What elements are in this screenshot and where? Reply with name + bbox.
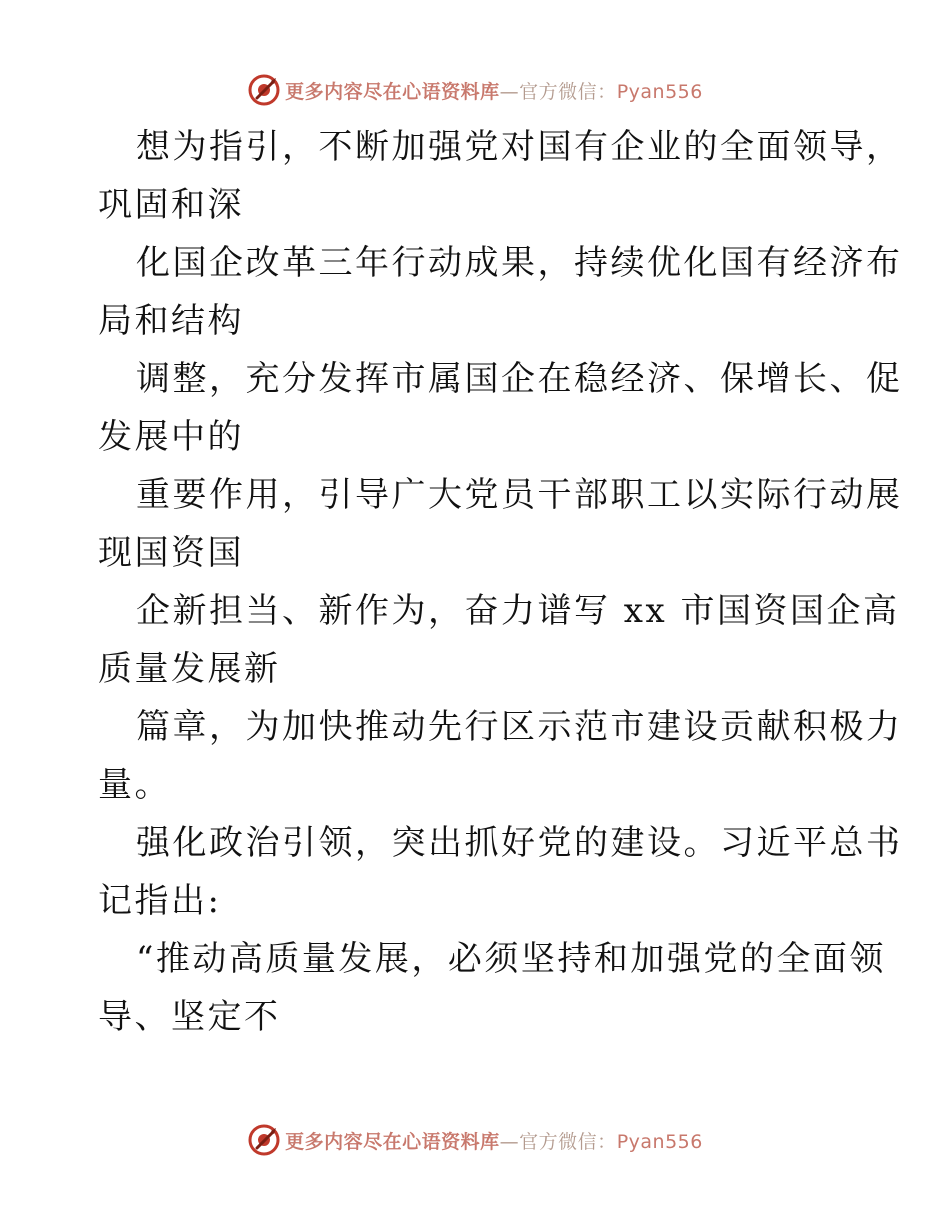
paragraph-line: 质量发展新 <box>98 649 281 689</box>
watermark-wechat-id: Pyan556 <box>616 80 703 103</box>
paragraph-line: 导、坚定不 <box>98 997 281 1037</box>
paragraph-line: 巩固和深 <box>98 185 244 225</box>
footer-watermark <box>0 1120 950 1160</box>
watermark-text <box>285 77 703 104</box>
paragraph <box>98 466 903 582</box>
paragraph <box>98 582 900 698</box>
paragraph-line: 记指出: <box>98 881 222 921</box>
paragraph-line: 调整，充分发挥市属国企在稳经济、保增长、促 <box>136 359 903 399</box>
brand-logo-icon <box>247 73 281 107</box>
paragraph <box>98 930 886 1046</box>
paragraph-line: 重要作用，引导广大党员干部职工以实际行动展 <box>136 475 903 515</box>
paragraph-line: 想为指引，不断加强党对国有企业的全面领导， <box>136 127 903 167</box>
watermark-wechat-id: Pyan556 <box>616 1130 703 1153</box>
paragraph-line: 化国企改革三年行动成果，持续优化国有经济布 <box>136 243 903 283</box>
watermark-dash-label: —官方微信： <box>499 80 617 103</box>
brand-logo-icon <box>247 1123 281 1157</box>
paragraph-line: 强化政治引领，突出抓好党的建设。习近平总书 <box>136 823 903 863</box>
paragraph <box>98 698 903 814</box>
paragraph <box>98 350 903 466</box>
paragraph-line: 现国资国 <box>98 533 244 573</box>
watermark-brand: 更多内容尽在心语资料库 <box>285 1130 500 1153</box>
watermark-text <box>285 1127 703 1154</box>
watermark-brand: 更多内容尽在心语资料库 <box>285 80 500 103</box>
paragraph-line: 量。 <box>98 765 171 805</box>
watermark-dash-label: —官方微信： <box>499 1130 617 1153</box>
header-watermark <box>0 70 950 110</box>
paragraph-line: 企新担当、新作为，奋力谱写 xx 市国资国企高 <box>136 591 900 631</box>
paragraph-line: 发展中的 <box>98 417 244 457</box>
paragraph <box>98 234 903 350</box>
paragraph <box>98 118 903 234</box>
paragraph-line: 篇章，为加快推动先行区示范市建设贡献积极力 <box>136 707 903 747</box>
paragraph <box>98 814 903 930</box>
paragraph-line: 局和结构 <box>98 301 244 341</box>
document-body <box>98 118 903 1046</box>
paragraph-line: “推动高质量发展，必须坚持和加强党的全面领 <box>136 939 886 979</box>
